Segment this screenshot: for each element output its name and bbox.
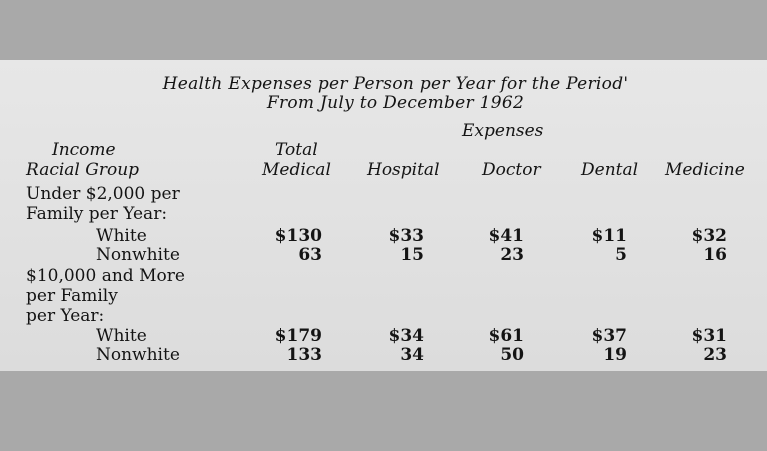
race-label: Nonwhite [96,345,180,365]
dental-value: 5 [615,245,627,265]
doctor-header: Doctor [482,160,541,180]
medicine-value: 23 [703,345,727,365]
racial-group-header: Racial Group [26,160,140,180]
group-label: Family per Year: [26,204,168,224]
table-title-line-2: From July to December 1962 [266,93,525,113]
document-page [0,60,767,371]
medical-header: Medical [262,160,331,180]
race-label: Nonwhite [96,245,180,265]
medicine-value: $31 [691,326,727,346]
hospital-value: $34 [388,326,424,346]
expenses-header: Expenses [462,121,544,141]
group-label: Under $2,000 per [26,184,180,204]
total-medical-value: 63 [298,245,322,265]
doctor-value: 23 [500,245,524,265]
hospital-value: 34 [400,345,424,365]
medicine-value: $32 [691,226,727,246]
total-header: Total [275,140,318,160]
dental-header: Dental [581,160,639,180]
dental-value: $11 [591,226,627,246]
group-label: $10,000 and More [26,266,185,286]
group-label: per Year: [26,306,105,326]
table-title-line-1: Health Expenses per Person per Year for the Period' [162,74,629,94]
hospital-value: $33 [388,226,424,246]
doctor-value: $41 [488,226,524,246]
hospital-value: 15 [400,245,424,265]
medicine-value: 16 [703,245,727,265]
total-medical-value: 133 [286,345,322,365]
race-label: White [96,326,147,346]
hospital-header: Hospital [367,160,440,180]
doctor-value: 50 [500,345,524,365]
medicine-header: Medicine [665,160,745,180]
doctor-value: $61 [488,326,524,346]
dental-value: 19 [603,345,627,365]
group-label: per Family [26,286,118,306]
dental-value: $37 [591,326,627,346]
total-medical-value: $130 [274,226,322,246]
race-label: White [96,226,147,246]
total-medical-value: $179 [274,326,322,346]
income-header: Income [52,140,116,160]
